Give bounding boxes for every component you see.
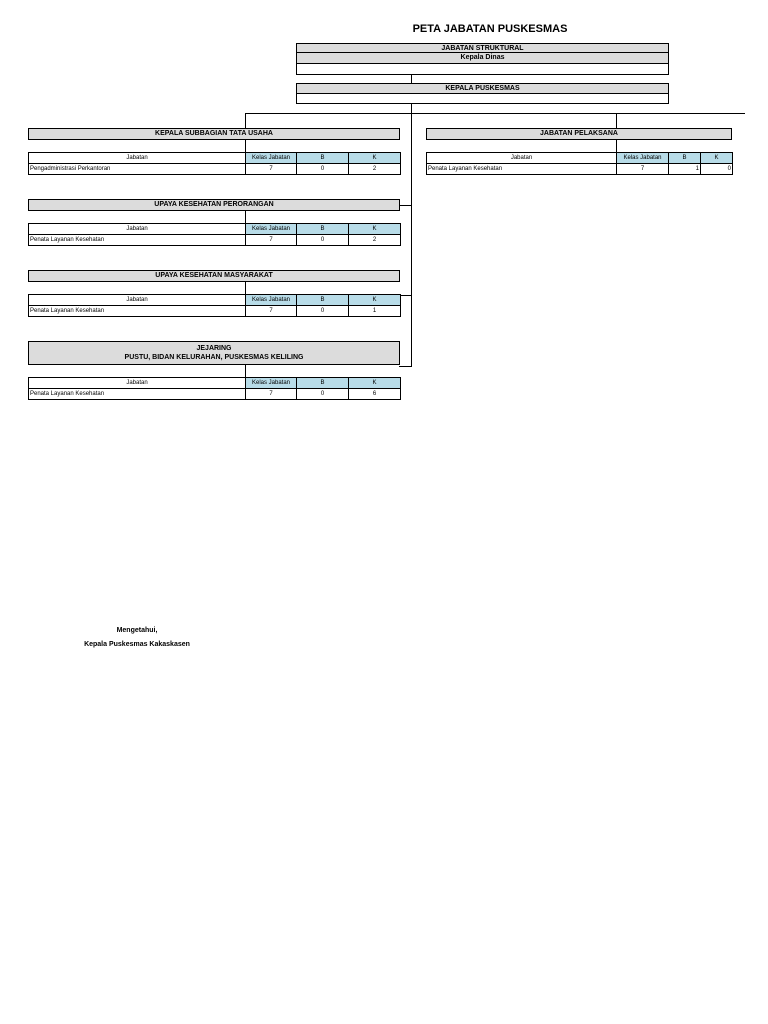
table-header-row — [427, 153, 733, 164]
unit-table-jejaring — [28, 377, 401, 400]
col-kelas: Kelas Jabatan — [246, 153, 297, 164]
table-header-row — [29, 295, 401, 306]
col-kelas: Kelas Jabatan — [617, 153, 669, 164]
table-row — [29, 389, 401, 400]
pelaksana-table — [426, 152, 733, 175]
struktural-header: JABATAN STRUKTURAL — [296, 43, 669, 53]
cell-b: 0 — [297, 164, 349, 175]
table-row — [29, 164, 401, 175]
page-title: PETA JABATAN PUSKESMAS — [412, 23, 568, 35]
col-b: B — [297, 224, 349, 235]
cell-k: 6 — [349, 389, 401, 400]
struktural-blank — [296, 64, 669, 75]
connector-jejaring — [399, 366, 412, 367]
signature-line2: Kepala Puskesmas Kakaskasen — [84, 641, 190, 648]
branch-right-line — [616, 113, 617, 128]
connector-ukp — [399, 205, 412, 206]
col-jabatan: Jabatan — [427, 153, 617, 164]
table-header-row — [29, 224, 401, 235]
col-kelas: Kelas Jabatan — [246, 295, 297, 306]
branch-left-line — [245, 113, 246, 128]
kepala-puskesmas-blank — [296, 94, 669, 104]
col-jabatan: Jabatan — [29, 378, 246, 389]
col-b: B — [297, 153, 349, 164]
unit-header-ukm: UPAYA KESEHATAN MASYARAKAT — [28, 270, 400, 282]
col-jabatan: Jabatan — [29, 224, 246, 235]
cell-jabatan: Penata Layanan Kesehatan — [29, 235, 246, 246]
col-b: B — [297, 378, 349, 389]
col-b: B — [297, 295, 349, 306]
kepala-puskesmas-header: KEPALA PUSKESMAS — [296, 83, 669, 94]
cell-kelas: 7 — [246, 235, 297, 246]
unit-header-ukp: UPAYA KESEHATAN PERORANGAN — [28, 199, 400, 211]
cell-jabatan: Pengadministrasi Perkantoran — [29, 164, 246, 175]
col-kelas: Kelas Jabatan — [246, 224, 297, 235]
unit-connector — [245, 211, 246, 223]
cell-kelas: 7 — [246, 389, 297, 400]
cell-b: 0 — [297, 235, 349, 246]
cell-k: 2 — [349, 235, 401, 246]
col-kelas: Kelas Jabatan — [246, 378, 297, 389]
unit-header-tata-usaha: KEPALA SUBBAGIAN TATA USAHA — [28, 128, 400, 140]
table-header-row — [29, 153, 401, 164]
unit-table-tata-usaha — [28, 152, 401, 175]
unit-connector — [245, 140, 246, 152]
cell-k: 2 — [349, 164, 401, 175]
cell-jabatan: Penata Layanan Kesehatan — [427, 164, 617, 175]
col-jabatan: Jabatan — [29, 153, 246, 164]
col-jabatan: Jabatan — [29, 295, 246, 306]
col-k: K — [349, 224, 401, 235]
unit-connector — [616, 140, 617, 152]
col-k: K — [349, 153, 401, 164]
unit-connector — [245, 282, 246, 294]
pelaksana-header: JABATAN PELAKSANA — [426, 128, 732, 140]
jejaring-subtitle: PUSTU, BIDAN KELURAHAN, PUSKESMAS KELILING — [124, 354, 304, 361]
cell-kelas: 7 — [617, 164, 669, 175]
cell-k: 0 — [701, 164, 733, 175]
cell-k: 1 — [349, 306, 401, 317]
unit-table-ukm — [28, 294, 401, 317]
horizontal-branch-line — [245, 113, 745, 114]
cell-b: 0 — [297, 306, 349, 317]
main-vertical-line — [411, 104, 412, 366]
col-b: B — [669, 153, 701, 164]
col-k: K — [701, 153, 733, 164]
table-row — [427, 164, 733, 175]
unit-connector — [245, 365, 246, 377]
cell-kelas: 7 — [246, 164, 297, 175]
unit-table-ukp — [28, 223, 401, 246]
table-header-row — [29, 378, 401, 389]
col-k: K — [349, 295, 401, 306]
connector-line — [411, 75, 412, 83]
jejaring-title: JEJARING — [196, 345, 232, 352]
col-k: K — [349, 378, 401, 389]
cell-jabatan: Penata Layanan Kesehatan — [29, 389, 246, 400]
table-row — [29, 306, 401, 317]
cell-kelas: 7 — [246, 306, 297, 317]
cell-b: 1 — [669, 164, 701, 175]
cell-jabatan: Penata Layanan Kesehatan — [29, 306, 246, 317]
cell-b: 0 — [297, 389, 349, 400]
unit-header-jejaring — [28, 341, 400, 365]
table-row — [29, 235, 401, 246]
struktural-subtitle: Kepala Dinas — [296, 53, 669, 64]
signature-line1: Mengetahui, — [116, 627, 158, 634]
